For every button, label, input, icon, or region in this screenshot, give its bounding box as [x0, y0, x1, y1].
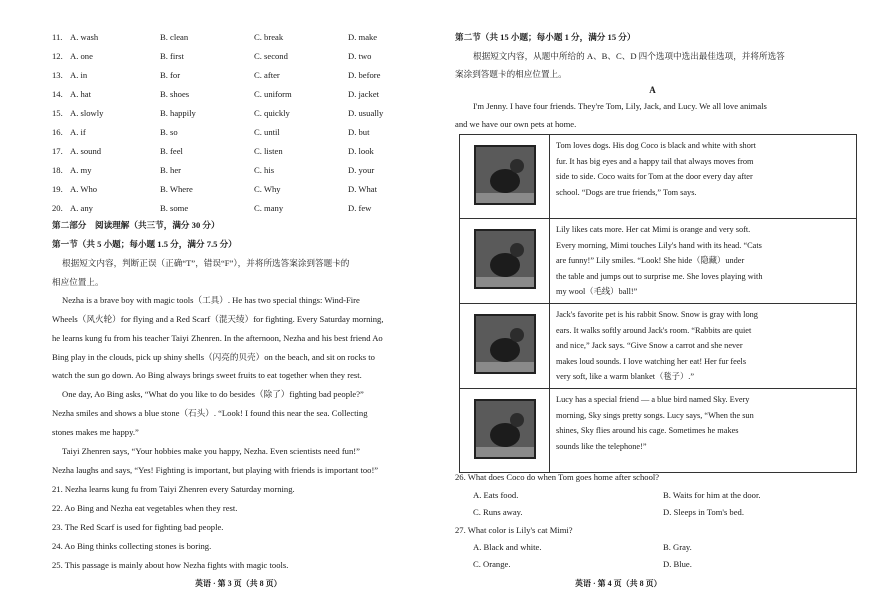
- question-number: 14.: [52, 89, 63, 99]
- pet-text-line: Lily likes cats more. Her cat Mimi is orange and very soft.: [556, 225, 751, 234]
- pet-text-line: my wool（毛线）ball!”: [556, 287, 638, 297]
- choice-row: [52, 203, 422, 219]
- pet-text-line: side to side. Coco waits for Tom at the door every day after: [556, 172, 753, 182]
- question-27: 27. What color is Lily's cat Mimi?: [455, 525, 573, 535]
- pet-text-line: school. “Dogs are true friends,” Tom says.: [556, 187, 697, 197]
- question-26: 26. What does Coco do when Tom goes home after school?: [455, 472, 660, 482]
- q27-option-a: A. Black and white.: [473, 542, 542, 552]
- passage-line: Wheels（风火轮）for flying and a Red Scarf（混天绫）for fighting. Every Saturday morning,: [52, 314, 384, 324]
- passage-line: Nezha is a brave boy with magic tools（工具）. He has two special things: Wind-Fire: [62, 295, 360, 305]
- choice-row: [52, 184, 422, 200]
- question-number: 13.: [52, 70, 63, 80]
- option-d: D. look: [348, 146, 374, 156]
- option-a: A. hat: [70, 89, 92, 99]
- rabbit-photo-icon: [474, 314, 536, 374]
- option-a: A. slowly: [70, 108, 104, 118]
- question-number: 19.: [52, 184, 63, 194]
- option-d: D. make: [348, 32, 378, 42]
- option-a: A. Who: [70, 184, 98, 194]
- option-a: A. wash: [70, 32, 99, 42]
- choice-row: [52, 127, 422, 143]
- pet-text-line: and nice,” Jack says. “Give Snow a carrot and she never: [556, 341, 743, 351]
- passage-intro-2: and we have our own pets at home.: [455, 119, 577, 129]
- pet-text-line: sounds like the telephone!”: [556, 441, 647, 451]
- option-c: C. uniform: [254, 89, 292, 99]
- option-a: A. in: [70, 70, 88, 80]
- passage-line: he learns kung fu from his teacher Taiyi Zhenren. In the afternoon, Nezha and his best friend Ao: [52, 333, 383, 343]
- option-b: B. shoes: [160, 89, 190, 99]
- option-d: D. usually: [348, 108, 384, 118]
- option-c: C. until: [254, 127, 280, 137]
- statement-23: 23. The Red Scarf is used for fighting bad people.: [52, 522, 224, 532]
- passage-line: One day, Ao Bing asks, “What do you like to do besides（除了）fighting bad people?”: [62, 389, 364, 399]
- pet-row-lucy: [460, 388, 857, 472]
- option-d: D. few: [348, 203, 372, 213]
- statement-22: 22. Ao Bing and Nezha eat vegetables when they rest.: [52, 503, 238, 513]
- bird-photo-icon: [474, 399, 536, 459]
- page-footer: 英语 · 第 3 页（共 8 页）: [195, 579, 282, 588]
- passage-line: watch the sun go down. Ao Bing always brings sweet fruits to eat together when they rest.: [52, 370, 362, 380]
- pet-text-line: morning, Sky sings pretty songs. Lucy says, “When the sun: [556, 410, 754, 420]
- pet-row-lily: [460, 219, 857, 304]
- question-number: 11.: [52, 32, 63, 42]
- q26-option-b: B. Waits for him at the door.: [663, 490, 761, 500]
- passage-intro-1: I'm Jenny. I have four friends. They're Tom, Lily, Jack, and Lucy. We all love animals: [473, 101, 767, 111]
- question-number: 12.: [52, 51, 63, 61]
- passage-line: Nezha laughs and says, “Yes! Fighting is important, but playing with friends is important too!”: [52, 465, 379, 475]
- choice-row: [52, 108, 422, 124]
- pet-text-line: fur. It has big eyes and a happy tail that always moves from: [556, 156, 754, 166]
- choice-row: [52, 89, 422, 105]
- q27-option-c: C. Orange.: [473, 559, 511, 569]
- option-c: C. break: [254, 32, 284, 42]
- choice-row: [52, 70, 422, 86]
- option-d: D. your: [348, 165, 375, 175]
- question-number: 17.: [52, 146, 63, 156]
- question-number: 15.: [52, 108, 63, 118]
- option-a: A. if: [70, 127, 86, 137]
- pet-text-line: are funny!” Lily smiles. “Look! She hide（隐藏）under: [556, 256, 745, 266]
- option-c: C. quickly: [254, 108, 290, 118]
- q27-option-b: B. Gray.: [663, 542, 692, 552]
- option-a: A. sound: [70, 146, 102, 156]
- pet-text-line: shines, Sky flies around his cage. Sometimes he makes: [556, 426, 739, 436]
- q27-option-d: D. Blue.: [663, 559, 692, 569]
- option-a: A. one: [70, 51, 93, 61]
- option-a: A. my: [70, 165, 92, 175]
- question-number: 20.: [52, 203, 63, 213]
- question-number: 18.: [52, 165, 63, 175]
- q26-option-d: D. Sleeps in Tom's bed.: [663, 507, 744, 517]
- right-page: [435, 0, 870, 615]
- option-c: C. listen: [254, 146, 283, 156]
- pet-text-line: Jack's favorite pet is his rabbit Snow. Snow is gray with long: [556, 309, 758, 319]
- option-c: C. after: [254, 70, 280, 80]
- option-b: B. so: [160, 127, 178, 137]
- section1-instruction-2: 相应位置上。: [52, 277, 104, 287]
- option-c: C. Why: [254, 184, 281, 194]
- q26-option-c: C. Runs away.: [473, 507, 523, 517]
- cat-photo-icon: [474, 229, 536, 289]
- option-b: B. clean: [160, 32, 189, 42]
- option-a: A. any: [70, 203, 93, 213]
- option-b: B. first: [160, 51, 184, 61]
- option-d: D. jacket: [348, 89, 380, 99]
- option-b: B. Where: [160, 184, 193, 194]
- option-d: D. but: [348, 127, 370, 137]
- option-d: D. two: [348, 51, 372, 61]
- section2-instruction-2: 案涂到答题卡的相应位置上。: [455, 69, 567, 79]
- passage-line: stones makes me happy.”: [52, 427, 139, 437]
- pet-text-line: Tom loves dogs. His dog Coco is black and white with short: [556, 141, 756, 150]
- option-c: C. second: [254, 51, 288, 61]
- statement-21: 21. Nezha learns kung fu from Taiyi Zhenren every Saturday morning.: [52, 484, 295, 494]
- option-c: C. his: [254, 165, 275, 175]
- choice-row: [52, 165, 422, 181]
- choice-row: [52, 51, 422, 67]
- choice-row: [52, 32, 422, 48]
- option-b: B. some: [160, 203, 189, 213]
- option-b: B. for: [160, 70, 181, 80]
- option-d: D. What: [348, 184, 377, 194]
- passage-label: A: [649, 85, 656, 95]
- option-b: B. happily: [160, 108, 196, 118]
- question-number: 16.: [52, 127, 63, 137]
- pet-text-line: Every morning, Mimi touches Lily's hand with its head. “Cats: [556, 240, 762, 250]
- pet-text-line: the table and jumps out to surprise me. She loves playing with: [556, 271, 763, 281]
- passage-line: Taiyi Zhenren says, “Your hobbies make you happy, Nezha. Even scientists need fun!”: [62, 446, 360, 456]
- option-b: B. feel: [160, 146, 183, 156]
- statement-24: 24. Ao Bing thinks collecting stones is boring.: [52, 541, 212, 551]
- passage-line: Bing play in the clouds, pick up shiny shells（闪亮的贝壳）on the beach, and sit on rocks to: [52, 352, 375, 362]
- option-b: B. her: [160, 165, 182, 175]
- section1-instruction-1: 根据短文内容，判断正误（正确“T”，错误“F”），并将所选答案涂到答题卡的: [62, 258, 350, 268]
- section2-instruction-1: 根据短文内容，从题中所给的 A、B、C、D 四个选项中选出最佳选项，并将所选答: [473, 51, 785, 61]
- section2-title: 第二节（共 15 小题；每小题 1 分，满分 15 分）: [455, 32, 636, 42]
- option-c: C. many: [254, 203, 284, 213]
- pets-table: [459, 134, 857, 473]
- page-footer: 英语 · 第 4 页（共 8 页）: [575, 579, 662, 588]
- section1-title: 第一节（共 5 小题；每小题 1.5 分，满分 7.5 分）: [52, 239, 237, 249]
- passage-line: Nezha smiles and shows a blue stone（石头）. “Look! I found this near the sea. Collecting: [52, 408, 368, 418]
- statement-25: 25. This passage is mainly about how Nezha fights with magic tools.: [52, 560, 289, 570]
- choice-row: [52, 146, 422, 162]
- pet-text-line: Lucy has a special friend — a blue bird named Sky. Every: [556, 394, 750, 404]
- pet-row-tom: [460, 135, 857, 219]
- pet-text-line: ears. It walks softly around Jack's room. “Rabbits are quiet: [556, 325, 752, 335]
- option-d: D. before: [348, 70, 381, 80]
- dog-photo-icon: [474, 145, 536, 205]
- pet-text-line: makes loud sounds. I love watching her eat! Her fur feels: [556, 356, 747, 366]
- q26-option-a: A. Eats food.: [473, 490, 519, 500]
- part2-title: 第二部分 阅读理解（共三节，满分 30 分）: [52, 220, 220, 230]
- pet-row-jack: [460, 303, 857, 388]
- pet-text-line: very soft, like a warm blanket（毯子）.”: [556, 372, 695, 382]
